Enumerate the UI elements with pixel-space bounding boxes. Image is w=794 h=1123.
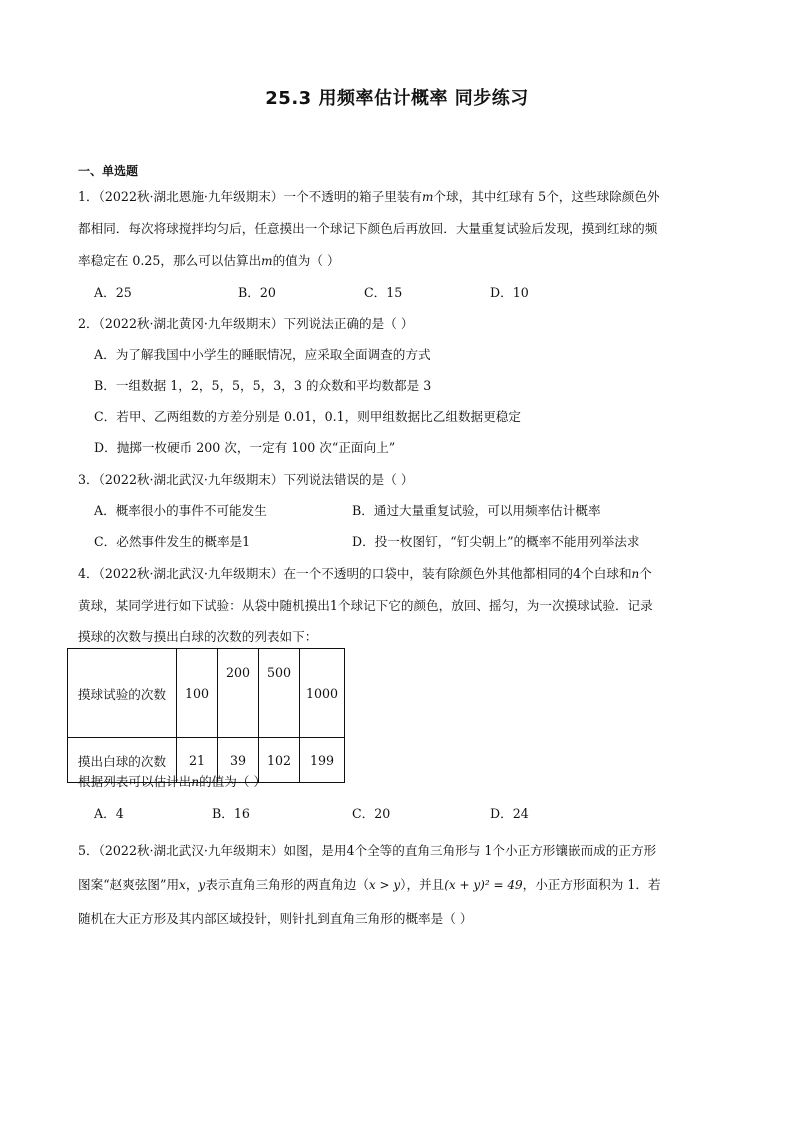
- table-cell: 100: [177, 649, 218, 738]
- q1-line-1: [78, 186, 660, 205]
- q3-option-a: A．概率很小的事件不可能发生: [94, 503, 267, 518]
- table-cell: 21: [177, 738, 218, 783]
- q3-option-b: B．通过大量重复试验，可以用频率估计概率: [352, 503, 601, 518]
- q2-option-b: B．一组数据 1，2，5，5，5，3，3 的众数和平均数都是 3: [94, 378, 432, 393]
- table-header-white: 摸出白球的次数: [68, 738, 177, 783]
- table-header-trials: 摸球试验的次数: [68, 649, 177, 738]
- q2-option-a: A．为了解我国中小学生的睡眠情况，应采取全面调查的方式: [94, 347, 431, 362]
- q4-after-b: 的值为（ ）: [199, 774, 267, 789]
- q2-option-c: C．若甲、乙两组数的方差分别是 0.01，0.1，则甲组数据比乙组数据更稳定: [94, 409, 521, 424]
- q1-option-b: B．20: [238, 285, 276, 300]
- q3-stem: 3．（2022秋·湖北武汉·九年级期末）下列说法错误的是（ ）: [78, 472, 414, 487]
- q1-text-b: 个球，其中红球有 5个，这些球除颜色外: [433, 189, 660, 204]
- q1-option-a: A．25: [94, 285, 132, 300]
- q4-var-n-2: n: [191, 775, 200, 789]
- q1-var-m: m: [422, 190, 434, 204]
- q2-option-d: D．抛掷一枚硬币 200 次，一定有 100 次“正面向上”: [94, 440, 396, 455]
- q5-condition: x > y: [368, 878, 401, 892]
- q4-line-1: [78, 563, 652, 582]
- q1-text-c: 率稳定在 0.25，那么可以估算出: [78, 253, 262, 268]
- table-cell: 199: [300, 738, 345, 783]
- q4-text-a: 4．（2022秋·湖北武汉·九年级期末）在一个不透明的口袋中，装有除颜色外其他都相同的4个白球和: [78, 566, 632, 581]
- q4-var-n: n: [631, 567, 640, 581]
- q1-var-m-2: m: [261, 254, 273, 268]
- q3-option-c: C．必然事件发生的概率是1: [94, 534, 251, 549]
- section-heading: 一、单选题: [78, 164, 139, 178]
- q5-var-y: y: [198, 878, 206, 892]
- q4-option-d: D．24: [490, 806, 529, 821]
- q5-text-b: 表示直角三角形的两直角边（: [205, 877, 369, 892]
- q5-line-3: 随机在大正方形及其内部区域投针，则针扎到直角三角形的概率是（ ）: [78, 911, 473, 926]
- q4-line-3: 摸球的次数与摸出白球的次数的列表如下：: [78, 629, 318, 644]
- q1-option-d: D．10: [490, 285, 529, 300]
- q4-option-c: C．20: [352, 806, 391, 821]
- q4-option-a: A．4: [94, 806, 124, 821]
- q3-option-d: D．投一枚图钉，“钉尖朝上”的概率不能用列举法求: [352, 534, 640, 549]
- q4-option-b: B．16: [212, 806, 250, 821]
- q1-text-d: 的值为（ ）: [272, 253, 340, 268]
- q5-text-d: ，小正方形面积为 1．若: [522, 877, 661, 892]
- q5-text-c: ），并且: [400, 877, 445, 892]
- page-title: 25.3 用频率估计概率 同步练习: [265, 88, 529, 109]
- q5-text-a: 图案“赵爽弦图”用: [78, 877, 180, 892]
- q4-line-2: 黄球，某同学进行如下试验：从袋中随机摸出1个球记下它的颜色，放回、摇匀，为一次摸球试验．记录: [78, 598, 653, 613]
- q4-text-b: 个: [639, 566, 652, 581]
- table-cell: 1000: [300, 649, 345, 738]
- q5-sep: ，: [185, 877, 199, 892]
- q4-after-line: [78, 771, 266, 790]
- table-cell: 102: [259, 738, 300, 783]
- table-cell: 200: [218, 649, 259, 738]
- q1-option-c: C．15: [364, 285, 403, 300]
- q4-after-a: 根据列表可以估计出: [78, 774, 192, 789]
- q5-var-x: x: [179, 878, 186, 892]
- q5-line-2: [78, 874, 661, 893]
- q5-line-1: 5．（2022秋·湖北武汉·九年级期末）如图，是用4个全等的直角三角形与 1个小正方形镶嵌而成的正方形: [78, 843, 657, 858]
- table-row: [68, 649, 345, 738]
- q5-equation: (x + y)² = 49: [444, 878, 523, 892]
- trial-table: [67, 648, 345, 783]
- table-cell: 39: [218, 738, 259, 783]
- q1-text-a: 1．（2022秋·湖北恩施·九年级期末）一个不透明的箱子里装有: [78, 189, 423, 204]
- q2-stem: 2．（2022秋·湖北黄冈·九年级期末）下列说法正确的是（ ）: [78, 316, 414, 331]
- q1-line-2: 都相同．每次将球搅拌均匀后，任意摸出一个球记下颜色后再放回．大量重复试验后发现，摸到红球的频: [78, 221, 658, 236]
- table-cell: 500: [259, 649, 300, 738]
- q1-line-3: [78, 250, 340, 269]
